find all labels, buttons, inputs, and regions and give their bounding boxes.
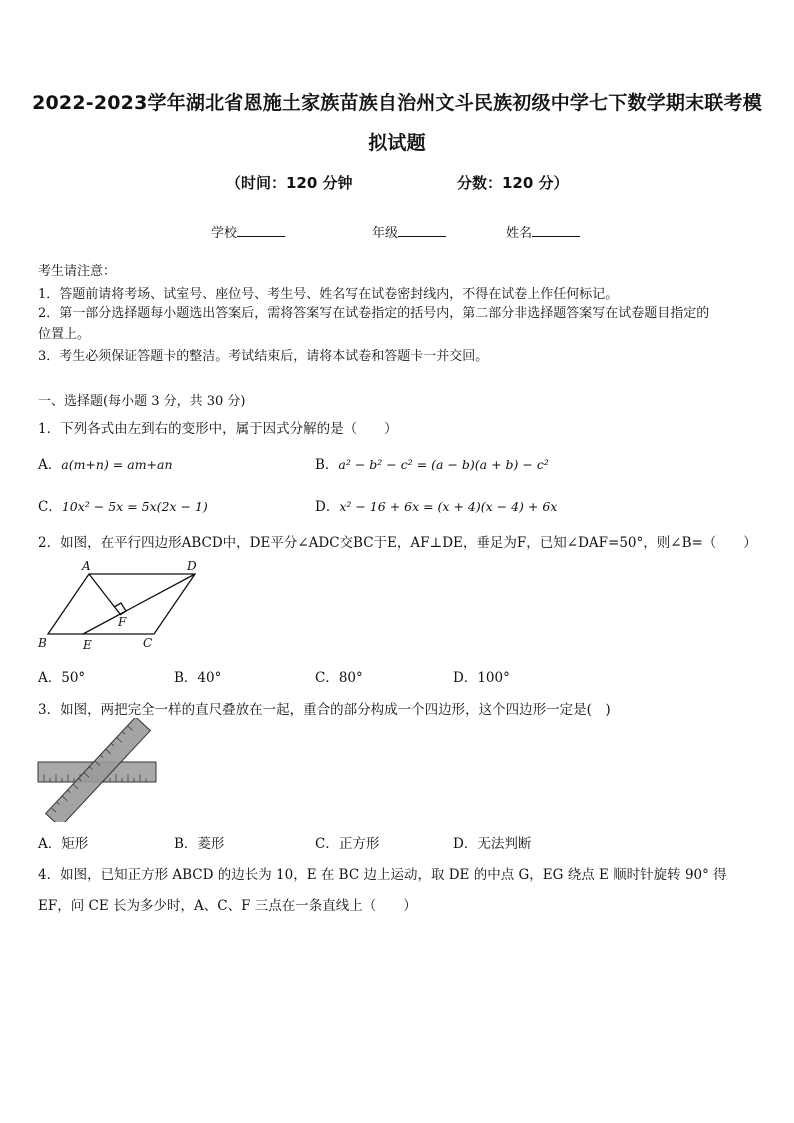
notice-item-2-cont: 位置上。 [38, 327, 91, 342]
name-label: 姓名 [506, 226, 533, 241]
label-d: D [187, 559, 197, 573]
segment-af [89, 574, 120, 614]
label-b: B [38, 636, 47, 650]
label-c: C [143, 636, 153, 650]
q1-option-b-label: B． [315, 457, 339, 473]
q3-rulers-figure [36, 718, 160, 822]
q1-option-a-label: A． [38, 457, 62, 473]
grade-label: 年级 [372, 226, 399, 241]
school-blank[interactable] [237, 224, 285, 237]
q3-option-d[interactable]: D．无法判断 [453, 836, 532, 852]
grade-blank[interactable] [398, 224, 446, 237]
grade-field[interactable] [372, 222, 446, 241]
label-f: F [118, 615, 127, 629]
q1-option-b-text: a² − b² − c² = (a − b)(a + b) − c² [338, 457, 549, 472]
q3-stem: 3．如图，两把完全一样的直尺叠放在一起，重合的部分构成一个四边形，这个四边形一定是( ) [38, 702, 611, 718]
name-field[interactable] [506, 222, 580, 241]
q2-option-a[interactable]: A．50° [38, 670, 86, 686]
q1-option-a-text: a(m+n) = am+an [61, 457, 173, 472]
q1-option-c-text: 10x² − 5x = 5x(2x − 1) [61, 499, 208, 514]
q1-option-d[interactable] [315, 495, 557, 515]
time-label: （时间：120 分钟 [226, 174, 353, 192]
school-label: 学校 [211, 226, 238, 241]
name-blank[interactable] [532, 224, 580, 237]
q2-option-b[interactable]: B．40° [174, 670, 222, 686]
q1-stem: 1．下列各式由左到右的变形中，属于因式分解的是（ ） [38, 421, 398, 437]
school-field[interactable] [211, 222, 285, 241]
label-e: E [83, 638, 92, 652]
q3-option-c[interactable]: C．正方形 [315, 836, 380, 852]
segment-de [83, 574, 195, 634]
q2-option-d[interactable]: D．100° [453, 670, 510, 686]
q4-stem-line1: 4．如图，已知正方形 ABCD 的边长为 10，E 在 BC 边上运动，取 DE 的中点 G，EG 绕点 E 顺时针旋转 90° 得 [38, 867, 727, 883]
score-label: 分数：120 分） [457, 174, 569, 192]
q1-option-d-label: D． [315, 499, 340, 515]
q2-option-c[interactable]: C．80° [315, 670, 363, 686]
q1-option-c-label: C． [38, 499, 62, 515]
q1-option-c[interactable] [38, 495, 208, 515]
q1-option-b[interactable] [315, 453, 549, 473]
q2-stem: 2．如图，在平行四边形ABCD中，DE平分∠ADC交BC于E，AF⊥DE，垂足为F，已知∠DAF=50°，则∠B=（ ） [38, 535, 757, 551]
notice-item-1: 1．答题前请将考场、试室号、座位号、考生号、姓名写在试卷密封线内，不得在试卷上作任何标记。 [38, 287, 619, 302]
notice-item-2: 2．第一部分选择题每小题选出答案后，需将答案写在试卷指定的括号内，第二部分非选择题答案写在试卷题目指定的 [38, 306, 710, 321]
notice-item-3: 3．考生必须保证答题卡的整洁。考试结束后，请将本试卷和答题卡一并交回。 [38, 349, 489, 364]
q4-stem-line2: EF，问 CE 长为多少时，A、C、F 三点在一条直线上（ ） [38, 898, 417, 914]
label-a: A [82, 559, 91, 573]
exam-title-line2: 拟试题 [368, 132, 426, 154]
q1-option-d-text: x² − 16 + 6x = (x + 4)(x − 4) + 6x [339, 499, 558, 514]
section-heading: 一、选择题(每小题 3 分，共 30 分) [38, 394, 246, 409]
notice-heading: 考生请注意： [38, 264, 117, 279]
q1-option-a[interactable] [38, 453, 173, 473]
exam-title-line1: 2022-2023学年湖北省恩施土家族苗族自治州文斗民族初级中学七下数学期末联考模 [32, 92, 762, 114]
q3-option-a[interactable]: A．矩形 [38, 836, 89, 852]
q3-option-b[interactable]: B．菱形 [174, 836, 225, 852]
q2-parallelogram-figure [36, 558, 206, 654]
